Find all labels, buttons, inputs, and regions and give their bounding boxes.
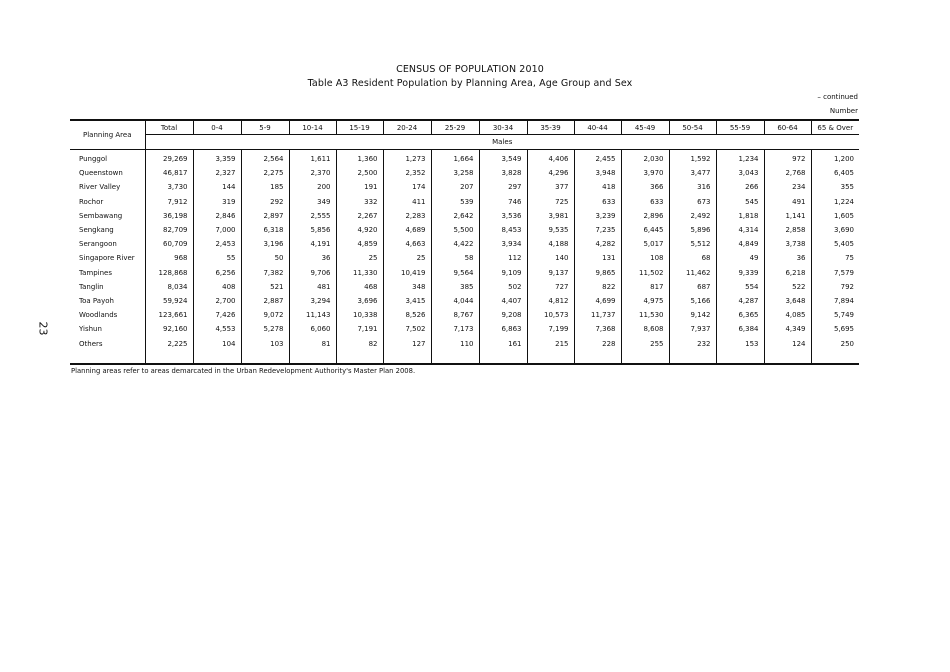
column-header: 60-64 xyxy=(764,120,811,135)
planning-area-name: Punggol xyxy=(79,155,108,164)
table-cell: 4,282 xyxy=(574,237,621,251)
planning-area-name: Queenstown xyxy=(79,169,123,178)
table-cell: 5,749 xyxy=(811,308,859,322)
table-cell: 9,865 xyxy=(574,266,621,280)
table-cell: 207 xyxy=(431,180,479,194)
table-cell: 131 xyxy=(574,251,621,265)
table-cell: 104 xyxy=(193,336,241,350)
table-cell: 6,405 xyxy=(811,166,859,180)
table-cell: 633 xyxy=(621,195,669,209)
table-row xyxy=(70,251,859,265)
table-cell: 3,549 xyxy=(479,150,527,167)
table-cell: 11,737 xyxy=(574,308,621,322)
table-cell: 377 xyxy=(527,180,574,194)
table-cell: 7,173 xyxy=(431,322,479,336)
table-cell: 8,034 xyxy=(145,280,193,294)
sex-header: Males xyxy=(145,135,859,150)
table-cell: 232 xyxy=(669,336,716,350)
table-cell: 5,695 xyxy=(811,322,859,336)
table-cell: 228 xyxy=(574,336,621,350)
table-cell: 82 xyxy=(336,336,383,350)
table-cell: 7,382 xyxy=(241,266,289,280)
table-cell: 75 xyxy=(811,251,859,265)
table-cell: 9,339 xyxy=(716,266,764,280)
table-cell: 9,564 xyxy=(431,266,479,280)
table-body xyxy=(70,150,859,364)
table-cell: 5,500 xyxy=(431,223,479,237)
table-row xyxy=(70,336,859,350)
table-cell: 539 xyxy=(431,195,479,209)
footnote: Planning areas refer to areas demarcated in the Urban Redevelopment Authority's Master Plan 2008. xyxy=(71,367,416,375)
table-cell: 9,072 xyxy=(241,308,289,322)
column-header: 65 & Over xyxy=(811,120,859,135)
table-cell: 128,868 xyxy=(145,266,193,280)
table-cell: 3,690 xyxy=(811,223,859,237)
planning-area-header: Planning Area xyxy=(70,120,145,150)
table-cell: 9,706 xyxy=(289,266,336,280)
table-cell: 234 xyxy=(764,180,811,194)
empty-cell xyxy=(431,351,479,364)
population-table xyxy=(70,119,859,365)
table-cell: 5,017 xyxy=(621,237,669,251)
table-cell: 144 xyxy=(193,180,241,194)
table-cell: 29,269 xyxy=(145,150,193,167)
table-cell: 5,512 xyxy=(669,237,716,251)
table-cell: 5,856 xyxy=(289,223,336,237)
table-caption: Table A3 Resident Population by Planning Area, Age Group and Sex xyxy=(307,78,633,89)
table-cell: 545 xyxy=(716,195,764,209)
page-number: 23 xyxy=(36,321,50,336)
table-cell: 6,863 xyxy=(479,322,527,336)
table-cell: 332 xyxy=(336,195,383,209)
table-cell: 521 xyxy=(241,280,289,294)
table-cell: 3,948 xyxy=(574,166,621,180)
table-cell: 7,368 xyxy=(574,322,621,336)
table-cell: 8,453 xyxy=(479,223,527,237)
table-cell: 3,294 xyxy=(289,294,336,308)
table-cell: 161 xyxy=(479,336,527,350)
table-cell: 46,817 xyxy=(145,166,193,180)
table-cell: 108 xyxy=(621,251,669,265)
table-cell: 55 xyxy=(193,251,241,265)
table-cell: 4,975 xyxy=(621,294,669,308)
column-header: 15-19 xyxy=(336,120,383,135)
table-cell: 68 xyxy=(669,251,716,265)
table-cell: 50 xyxy=(241,251,289,265)
table-cell: 355 xyxy=(811,180,859,194)
table-row xyxy=(70,322,859,336)
table-cell: 250 xyxy=(811,336,859,350)
continued-note: – continued xyxy=(817,93,858,101)
table-cell: 2,225 xyxy=(145,336,193,350)
table-cell: 366 xyxy=(621,180,669,194)
table-cell: 191 xyxy=(336,180,383,194)
table-cell: 6,218 xyxy=(764,266,811,280)
table-cell: 3,981 xyxy=(527,209,574,223)
table-cell: 82,709 xyxy=(145,223,193,237)
planning-area-name: Toa Payoh xyxy=(79,296,114,305)
table-cell: 124 xyxy=(764,336,811,350)
table-row xyxy=(70,223,859,237)
table-cell: 502 xyxy=(479,280,527,294)
table-cell: 60,709 xyxy=(145,237,193,251)
table-cell: 5,405 xyxy=(811,237,859,251)
table-cell: 2,555 xyxy=(289,209,336,223)
empty-cell xyxy=(716,351,764,364)
table-cell: 491 xyxy=(764,195,811,209)
table-cell: 3,196 xyxy=(241,237,289,251)
table-cell: 5,278 xyxy=(241,322,289,336)
table-cell: 8,767 xyxy=(431,308,479,322)
table-row xyxy=(70,180,859,194)
table-cell: 1,224 xyxy=(811,195,859,209)
table-cell: 58 xyxy=(431,251,479,265)
table-cell: 4,689 xyxy=(383,223,431,237)
column-header: 30-34 xyxy=(479,120,527,135)
table-cell: 408 xyxy=(193,280,241,294)
table-cell: 1,141 xyxy=(764,209,811,223)
table-cell: 5,896 xyxy=(669,223,716,237)
table-cell: 2,492 xyxy=(669,209,716,223)
empty-cell xyxy=(764,351,811,364)
column-header: 45-49 xyxy=(621,120,669,135)
table-row xyxy=(70,308,859,322)
table-cell: 215 xyxy=(527,336,574,350)
column-header: Total xyxy=(145,120,193,135)
table-cell: 7,894 xyxy=(811,294,859,308)
table-cell: 81 xyxy=(289,336,336,350)
table-cell: 11,143 xyxy=(289,308,336,322)
table-cell: 4,188 xyxy=(527,237,574,251)
table-cell: 4,296 xyxy=(527,166,574,180)
table-cell: 822 xyxy=(574,280,621,294)
table-cell: 687 xyxy=(669,280,716,294)
empty-cell xyxy=(241,351,289,364)
table-cell: 174 xyxy=(383,180,431,194)
table-cell: 4,663 xyxy=(383,237,431,251)
table-cell: 4,287 xyxy=(716,294,764,308)
table-cell: 3,258 xyxy=(431,166,479,180)
table-cell: 316 xyxy=(669,180,716,194)
column-header: 25-29 xyxy=(431,120,479,135)
planning-area-name: Tampines xyxy=(79,268,113,277)
table-cell: 2,500 xyxy=(336,166,383,180)
table-cell: 4,699 xyxy=(574,294,621,308)
table-cell: 725 xyxy=(527,195,574,209)
empty-cell xyxy=(621,351,669,364)
table-cell: 7,502 xyxy=(383,322,431,336)
table-cell: 673 xyxy=(669,195,716,209)
document-title: CENSUS OF POPULATION 2010 xyxy=(396,64,544,75)
table-cell: 349 xyxy=(289,195,336,209)
table-cell: 6,060 xyxy=(289,322,336,336)
table-cell: 746 xyxy=(479,195,527,209)
table-cell: 319 xyxy=(193,195,241,209)
table-cell: 185 xyxy=(241,180,289,194)
table-cell: 727 xyxy=(527,280,574,294)
table-row xyxy=(70,266,859,280)
table-cell: 4,044 xyxy=(431,294,479,308)
table-cell: 200 xyxy=(289,180,336,194)
column-header-row xyxy=(70,120,859,135)
table-cell: 5,166 xyxy=(669,294,716,308)
table-cell: 255 xyxy=(621,336,669,350)
table-cell: 1,234 xyxy=(716,150,764,167)
table-cell: 522 xyxy=(764,280,811,294)
table-cell: 8,608 xyxy=(621,322,669,336)
column-header: 5-9 xyxy=(241,120,289,135)
table-cell: 3,359 xyxy=(193,150,241,167)
table-cell: 2,327 xyxy=(193,166,241,180)
table-cell: 11,502 xyxy=(621,266,669,280)
table-cell: 4,085 xyxy=(764,308,811,322)
table-cell: 481 xyxy=(289,280,336,294)
table-cell: 2,846 xyxy=(193,209,241,223)
empty-cell xyxy=(383,351,431,364)
table-cell: 385 xyxy=(431,280,479,294)
table-cell: 2,455 xyxy=(574,150,621,167)
empty-cell xyxy=(574,351,621,364)
table-cell: 411 xyxy=(383,195,431,209)
table-cell: 3,536 xyxy=(479,209,527,223)
empty-cell xyxy=(289,351,336,364)
table-cell: 1,818 xyxy=(716,209,764,223)
table-cell: 6,365 xyxy=(716,308,764,322)
table-cell: 1,360 xyxy=(336,150,383,167)
table-cell: 4,553 xyxy=(193,322,241,336)
planning-area-name: Sengkang xyxy=(79,226,114,235)
empty-cell xyxy=(669,351,716,364)
table-cell: 817 xyxy=(621,280,669,294)
table-cell: 103 xyxy=(241,336,289,350)
planning-area-name: Others xyxy=(79,339,103,348)
planning-area-name: Yishun xyxy=(79,325,102,334)
table-row xyxy=(70,237,859,251)
table-row xyxy=(70,166,859,180)
table-cell: 2,453 xyxy=(193,237,241,251)
table-cell: 2,887 xyxy=(241,294,289,308)
table-cell: 297 xyxy=(479,180,527,194)
table-cell: 418 xyxy=(574,180,621,194)
table-cell: 9,208 xyxy=(479,308,527,322)
table-cell: 153 xyxy=(716,336,764,350)
table-cell: 1,611 xyxy=(289,150,336,167)
table-cell: 1,273 xyxy=(383,150,431,167)
table-cell: 2,642 xyxy=(431,209,479,223)
table-cell: 10,419 xyxy=(383,266,431,280)
table-cell: 3,730 xyxy=(145,180,193,194)
table-cell: 9,109 xyxy=(479,266,527,280)
table-cell: 3,970 xyxy=(621,166,669,180)
column-header: 0-4 xyxy=(193,120,241,135)
table-cell: 4,191 xyxy=(289,237,336,251)
table-cell: 11,462 xyxy=(669,266,716,280)
table-cell: 1,200 xyxy=(811,150,859,167)
table-cell: 36 xyxy=(764,251,811,265)
table-cell: 25 xyxy=(336,251,383,265)
unit-label: Number xyxy=(829,107,858,115)
table-cell: 3,239 xyxy=(574,209,621,223)
table-cell: 3,696 xyxy=(336,294,383,308)
table-cell: 4,406 xyxy=(527,150,574,167)
table-cell: 11,330 xyxy=(336,266,383,280)
table-cell: 3,828 xyxy=(479,166,527,180)
empty-cell xyxy=(811,351,859,364)
table-cell: 2,030 xyxy=(621,150,669,167)
table-cell: 36 xyxy=(289,251,336,265)
table-cell: 3,043 xyxy=(716,166,764,180)
table-cell: 4,812 xyxy=(527,294,574,308)
table-cell: 3,934 xyxy=(479,237,527,251)
table-cell: 7,199 xyxy=(527,322,574,336)
empty-cell xyxy=(336,351,383,364)
table-cell: 2,700 xyxy=(193,294,241,308)
table-row xyxy=(70,195,859,209)
sex-header-row xyxy=(70,135,859,150)
table-cell: 7,579 xyxy=(811,266,859,280)
table-cell: 25 xyxy=(383,251,431,265)
table-cell: 2,275 xyxy=(241,166,289,180)
table-cell: 140 xyxy=(527,251,574,265)
table-cell: 554 xyxy=(716,280,764,294)
table-cell: 2,370 xyxy=(289,166,336,180)
table-cell: 7,000 xyxy=(193,223,241,237)
table-cell: 7,426 xyxy=(193,308,241,322)
table-cell: 2,352 xyxy=(383,166,431,180)
planning-area-name: Serangoon xyxy=(79,240,117,249)
column-header: 20-24 xyxy=(383,120,431,135)
table-cell: 9,137 xyxy=(527,266,574,280)
empty-cell xyxy=(145,351,193,364)
table-cell: 2,564 xyxy=(241,150,289,167)
table-cell: 7,191 xyxy=(336,322,383,336)
column-header: 55-59 xyxy=(716,120,764,135)
table-cell: 2,768 xyxy=(764,166,811,180)
table-cell: 112 xyxy=(479,251,527,265)
table-cell: 6,318 xyxy=(241,223,289,237)
table-cell: 1,592 xyxy=(669,150,716,167)
table-cell: 2,283 xyxy=(383,209,431,223)
table-cell: 92,160 xyxy=(145,322,193,336)
empty-cell xyxy=(479,351,527,364)
table-cell: 4,407 xyxy=(479,294,527,308)
table-cell: 2,896 xyxy=(621,209,669,223)
empty-cell xyxy=(193,351,241,364)
empty-cell xyxy=(527,351,574,364)
table-cell: 968 xyxy=(145,251,193,265)
table-cell: 633 xyxy=(574,195,621,209)
table-row xyxy=(70,150,859,167)
table-cell: 1,664 xyxy=(431,150,479,167)
column-header: 50-54 xyxy=(669,120,716,135)
table-cell: 8,526 xyxy=(383,308,431,322)
table-cell: 7,235 xyxy=(574,223,621,237)
table-cell: 292 xyxy=(241,195,289,209)
table-cell: 110 xyxy=(431,336,479,350)
table-cell: 3,415 xyxy=(383,294,431,308)
table-row xyxy=(70,280,859,294)
table-cell: 4,422 xyxy=(431,237,479,251)
table-cell: 468 xyxy=(336,280,383,294)
planning-area-name: Tanglin xyxy=(79,282,104,291)
table-cell: 9,535 xyxy=(527,223,574,237)
planning-area-name: Rochor xyxy=(79,197,104,206)
column-header: 35-39 xyxy=(527,120,574,135)
table-cell: 11,530 xyxy=(621,308,669,322)
table-row xyxy=(70,294,859,308)
table-cell: 6,445 xyxy=(621,223,669,237)
spacer-row xyxy=(70,351,859,364)
table-cell: 2,267 xyxy=(336,209,383,223)
table-cell: 4,349 xyxy=(764,322,811,336)
table-row xyxy=(70,209,859,223)
table-cell: 7,937 xyxy=(669,322,716,336)
table-cell: 49 xyxy=(716,251,764,265)
table-cell: 6,256 xyxy=(193,266,241,280)
column-header: 10-14 xyxy=(289,120,336,135)
table-cell: 348 xyxy=(383,280,431,294)
table-cell: 3,738 xyxy=(764,237,811,251)
table-cell: 7,912 xyxy=(145,195,193,209)
table-cell: 3,648 xyxy=(764,294,811,308)
empty-cell xyxy=(70,351,145,364)
column-header: 40-44 xyxy=(574,120,621,135)
table-cell: 3,477 xyxy=(669,166,716,180)
table-cell: 59,924 xyxy=(145,294,193,308)
table-cell: 4,849 xyxy=(716,237,764,251)
table-cell: 10,573 xyxy=(527,308,574,322)
planning-area-name: River Valley xyxy=(79,183,121,192)
table-cell: 10,338 xyxy=(336,308,383,322)
planning-area-name: Woodlands xyxy=(79,311,118,320)
table-cell: 266 xyxy=(716,180,764,194)
table-cell: 127 xyxy=(383,336,431,350)
table-cell: 4,314 xyxy=(716,223,764,237)
table-cell: 36,198 xyxy=(145,209,193,223)
table-cell: 4,859 xyxy=(336,237,383,251)
table-cell: 4,920 xyxy=(336,223,383,237)
planning-area-name: Sembawang xyxy=(79,211,123,220)
table-cell: 2,858 xyxy=(764,223,811,237)
planning-area-name: Singapore River xyxy=(79,254,135,263)
table-cell: 6,384 xyxy=(716,322,764,336)
table-cell: 9,142 xyxy=(669,308,716,322)
table-cell: 972 xyxy=(764,150,811,167)
table-cell: 123,661 xyxy=(145,308,193,322)
table-cell: 2,897 xyxy=(241,209,289,223)
table-cell: 792 xyxy=(811,280,859,294)
table-cell: 1,605 xyxy=(811,209,859,223)
